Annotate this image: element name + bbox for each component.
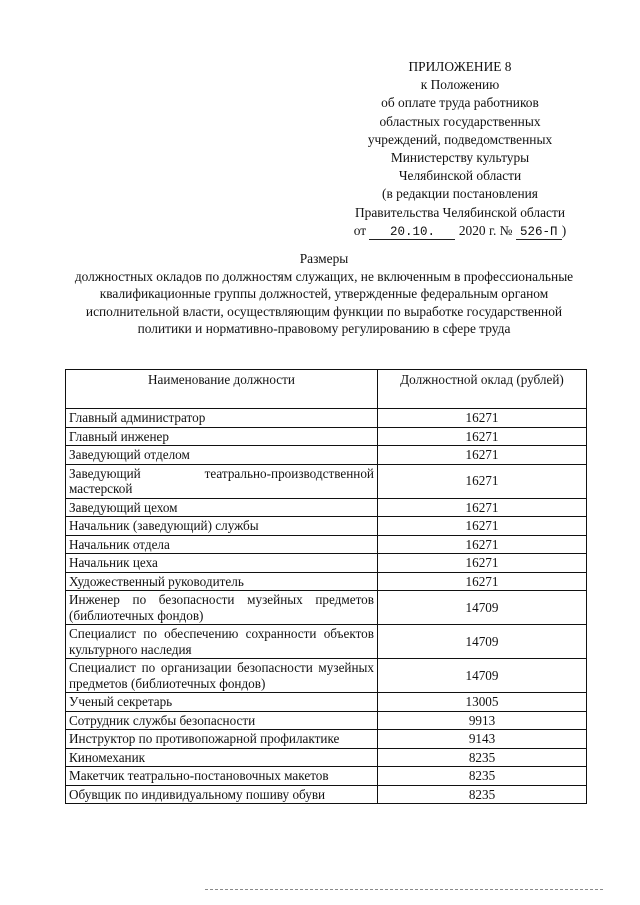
position-salary: 14709 (378, 659, 587, 693)
resolution-date-line (330, 222, 590, 240)
appendix-block (330, 58, 590, 240)
table-row (66, 572, 587, 591)
appendix-line: к Положению (420, 77, 500, 93)
table-row (66, 748, 587, 767)
header-position: Наименование должности (66, 370, 378, 409)
position-name: Главный администратор (66, 409, 378, 428)
position-name: Специалист по обеспечению сохранности объектов культурного наследия (66, 625, 378, 659)
table-body (66, 409, 587, 804)
position-name: Начальник цеха (66, 554, 378, 573)
position-salary: 9913 (378, 711, 587, 730)
document-heading (60, 250, 588, 337)
header-salary: Должностной оклад (рублей) (378, 370, 587, 409)
appendix-line: Министерству культуры (390, 150, 530, 166)
position-name: Инструктор по противопожарной профилактике (66, 730, 378, 749)
position-salary: 16271 (378, 517, 587, 536)
position-salary: 16271 (378, 554, 587, 573)
appendix-line: Правительства Челябинской области (355, 204, 565, 220)
appendix-line: учреждений, подведомственных (367, 131, 553, 147)
position-salary: 16271 (378, 409, 587, 428)
table-row (66, 535, 587, 554)
table-row (66, 711, 587, 730)
appendix-line: об оплате труда работников (381, 95, 539, 111)
position-name: Художественный руководитель (66, 572, 378, 591)
appendix-title: ПРИЛОЖЕНИЕ 8 (408, 59, 512, 74)
position-name: Обувщик по индивидуальному пошиву обуви (66, 785, 378, 804)
table-row (66, 591, 587, 625)
position-name: Специалист по организации безопасности музейных предметов (библиотечных фондов) (66, 659, 378, 693)
position-salary: 16271 (378, 498, 587, 517)
position-salary: 16271 (378, 427, 587, 446)
year-text: 2020 г. № (458, 222, 513, 238)
position-salary: 16271 (378, 535, 587, 554)
table-row (66, 659, 587, 693)
position-name: Заведующий отделом (66, 446, 378, 465)
position-salary: 8235 (378, 785, 587, 804)
appendix-line: областных государственных (379, 113, 541, 129)
resolution-date: 20.10. (369, 225, 455, 240)
position-name: Заведующий цехом (66, 498, 378, 517)
position-salary: 8235 (378, 767, 587, 786)
resolution-number: 526-П (516, 225, 562, 240)
table-row (66, 554, 587, 573)
position-salary: 14709 (378, 591, 587, 625)
table-row (66, 625, 587, 659)
date-prefix: от (353, 222, 367, 238)
table-row (66, 446, 587, 465)
position-name: Инженер по безопасности музейных предметов (библиотечных фондов) (66, 591, 378, 625)
appendix-line: (в редакции постановления (382, 186, 538, 202)
table-row (66, 767, 587, 786)
position-salary: 16271 (378, 446, 587, 465)
position-name: Сотрудник службы безопасности (66, 711, 378, 730)
position-salary: 9143 (378, 730, 587, 749)
table-row (66, 785, 587, 804)
position-name: Главный инженер (66, 427, 378, 446)
position-salary: 8235 (378, 748, 587, 767)
position-salary: 14709 (378, 625, 587, 659)
position-name: Киномеханик (66, 748, 378, 767)
table-row (66, 498, 587, 517)
heading-subtitle: должностных окладов по должностям служащих, не включенным в профессиональные квалификационные группы должностей, утвержденные федеральным органом исполнительной власти, осуществляющим функции по выработке государственной политики и нормативно-правовому регулированию в сфере труда (74, 269, 574, 336)
position-name: Начальник (заведующий) службы (66, 517, 378, 536)
position-salary: 13005 (378, 693, 587, 712)
position-salary: 16271 (378, 464, 587, 498)
position-name: Заведующий театрально-производственной мастерской (66, 464, 378, 498)
position-name: Начальник отдела (66, 535, 378, 554)
appendix-line: Челябинской области (398, 168, 522, 184)
footer-divider (205, 889, 603, 890)
position-name: Макетчик театрально-постановочных макетов (66, 767, 378, 786)
closing-paren: ) (561, 222, 567, 238)
position-salary: 16271 (378, 572, 587, 591)
heading-title: Размеры (299, 251, 349, 266)
position-name: Ученый секретарь (66, 693, 378, 712)
salary-table (65, 369, 587, 804)
table-row (66, 427, 587, 446)
table-row (66, 730, 587, 749)
table-row (66, 517, 587, 536)
table-header-row (66, 370, 587, 409)
table-row (66, 464, 587, 498)
table-row (66, 409, 587, 428)
table-row (66, 693, 587, 712)
